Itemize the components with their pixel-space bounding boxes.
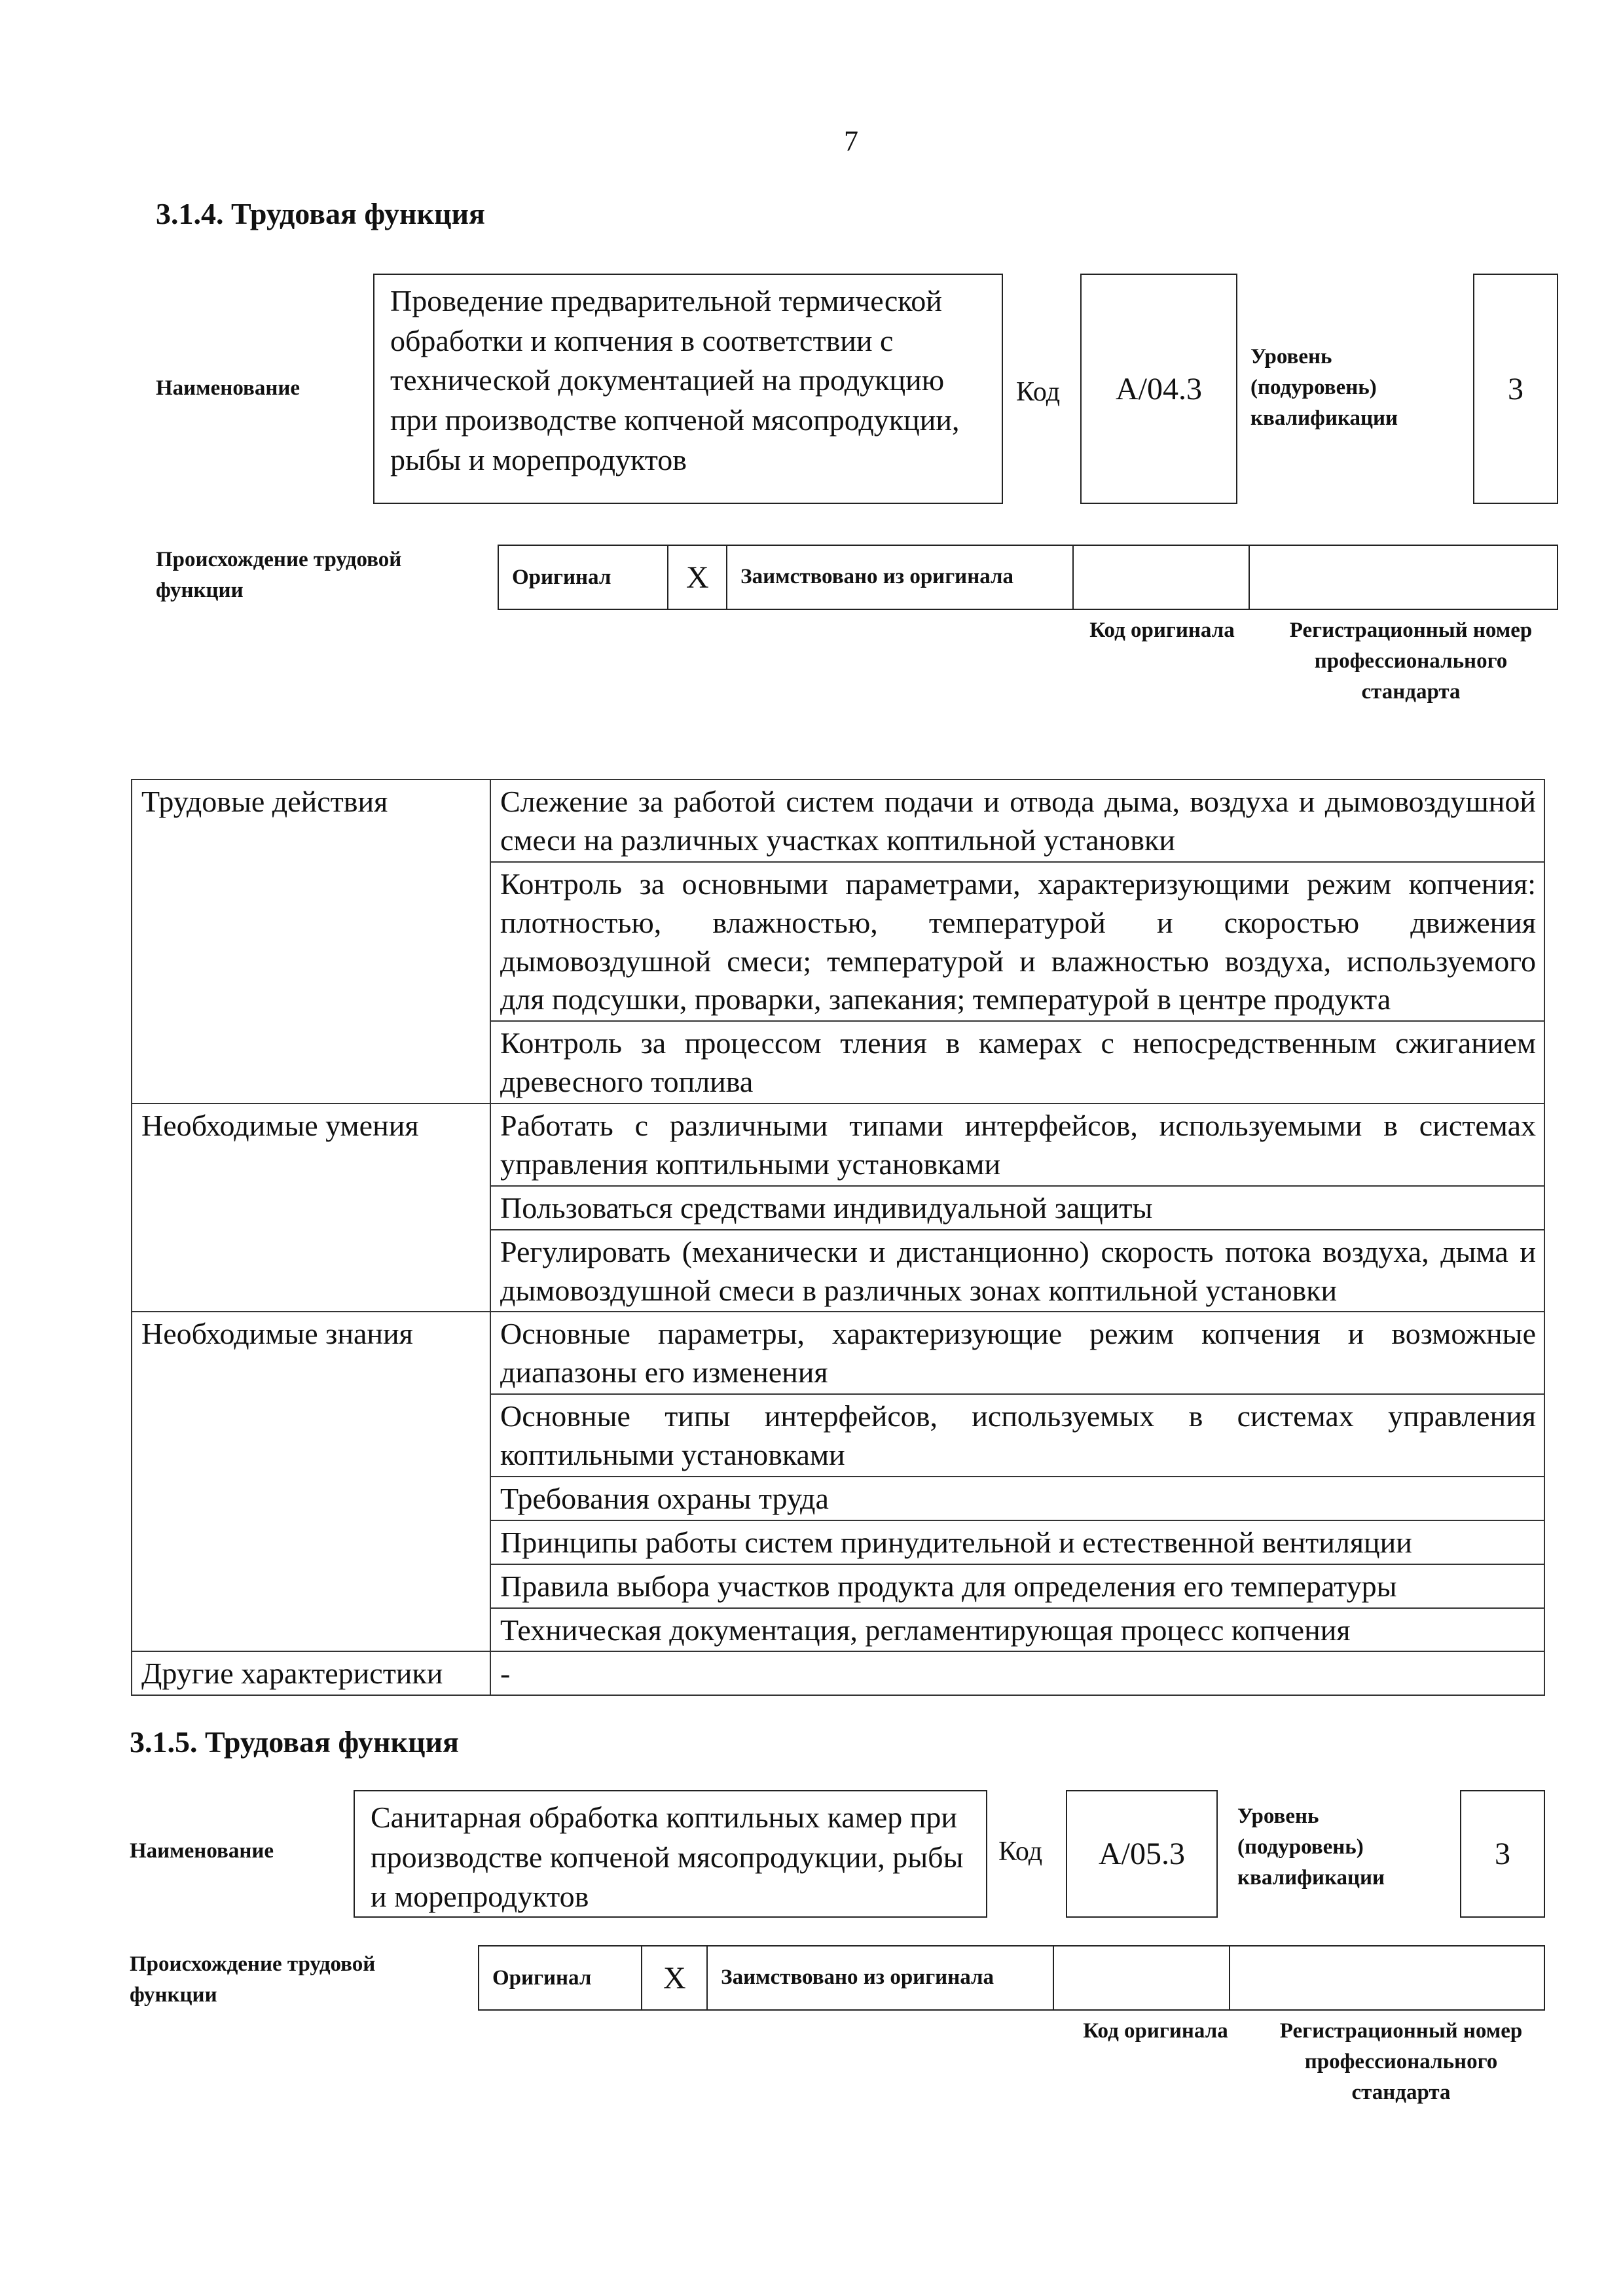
origin-code-cell: [1074, 546, 1250, 609]
labor-action-item: Контроль за основными параметрами, характеризующими режим копчения: плотностью, влажностью, температурой и скоростью движения дымовоздушной смеси; температурой и влажностью воздуха, используемого для подсушки, проварки, запекания; температурой в центре продукта: [490, 862, 1544, 1022]
code-value-314: A/04.3: [1116, 371, 1202, 406]
function-details-table: [131, 779, 1545, 1696]
origin-label-315: Происхождение трудовой функции: [130, 1952, 376, 2007]
code-box-315: [1066, 1790, 1218, 1918]
origin-label-314: Происхождение трудовой функции: [156, 548, 402, 602]
function-name-text-315: Санитарная обработка коптильных камер при производстве копченой мясопродукции, рыбы и морепродуктов: [371, 1801, 964, 1914]
origin-mark-cell: [642, 1946, 708, 2009]
knowledge-item: Правила выбора участков продукта для определения его температуры: [490, 1564, 1544, 1608]
origin-code-cell: [1054, 1946, 1230, 2009]
page-number: 7: [844, 125, 858, 157]
code-label-314: Код: [1016, 377, 1061, 407]
origin-row-315: [478, 1945, 1545, 2011]
skill-item: Работать с различными типами интерфейсов, используемыми в системах управления коптильными установками: [490, 1103, 1544, 1186]
code-caption-314: Код оригинала: [1089, 619, 1235, 642]
origin-original-text: Оригинал: [512, 565, 611, 589]
level-value-315: 3: [1495, 1837, 1510, 1871]
origin-borrowed-text: Заимствовано из оригинала: [740, 565, 1014, 589]
table-row: [132, 1103, 1544, 1186]
labor-actions-label: Трудовые действия: [132, 780, 490, 1103]
table-row: [132, 1312, 1544, 1394]
code-value-315: A/05.3: [1099, 1837, 1185, 1871]
table-row: [132, 780, 1544, 862]
knowledge-item: Основные типы интерфейсов, используемых в системах управления коптильными установками: [490, 1394, 1544, 1477]
section-title-314: 3.1.4. Трудовая функция: [156, 197, 485, 230]
function-name-text-314: Проведение предварительной термической обработки и копчения в соответствии с технической документацией на продукцию при производстве копченой мясопродукции, рыбы и морепродуктов: [390, 284, 960, 476]
level-value-314: 3: [1508, 371, 1523, 406]
skill-item: Регулировать (механически и дистанционно) скорость потока воздуха, дыма и дымовоздушной смеси в различных зонах коптильной установки: [490, 1230, 1544, 1312]
table-row: [132, 1651, 1544, 1695]
level-label-314: Уровень (подуровень) квалификации: [1250, 345, 1398, 430]
knowledge-item: Требования охраны труда: [490, 1477, 1544, 1520]
level-box-314: [1473, 274, 1558, 504]
labor-action-item: Контроль за процессом тления в камерах с непосредственным сжиганием древесного топлива: [490, 1021, 1544, 1103]
code-label-315: Код: [998, 1837, 1043, 1867]
origin-mark-cell: [668, 546, 727, 609]
labor-action-item: Слежение за работой систем подачи и отвода дыма, воздуха и дымовоздушной смеси на различных участках коптильной установки: [490, 780, 1544, 862]
origin-row-314: [498, 545, 1558, 610]
origin-mark: X: [685, 560, 709, 595]
skill-item: Пользоваться средствами индивидуальной защиты: [490, 1186, 1544, 1230]
knowledge-item: Принципы работы систем принудительной и естественной вентиляции: [490, 1520, 1544, 1564]
knowledge-item: Техническая документация, регламентирующая процесс копчения: [490, 1608, 1544, 1652]
function-name-box-315: [354, 1790, 987, 1918]
origin-reg-cell: [1250, 546, 1557, 609]
origin-original-text: Оригинал: [492, 1965, 592, 1990]
function-name-box-314: [373, 274, 1003, 504]
origin-original-cell: [499, 546, 668, 609]
origin-borrowed-cell: [727, 546, 1074, 609]
knowledge-label: Необходимые знания: [132, 1312, 490, 1651]
knowledge-item: Основные параметры, характеризующие режим копчения и возможные диапазоны его изменения: [490, 1312, 1544, 1394]
origin-borrowed-cell: [708, 1946, 1054, 2009]
level-box-315: [1460, 1790, 1545, 1918]
skills-label: Необходимые умения: [132, 1103, 490, 1312]
code-box-314: [1080, 274, 1237, 504]
section-title-315: 3.1.5. Трудовая функция: [130, 1725, 459, 1759]
origin-reg-cell: [1230, 1946, 1544, 2009]
code-caption-315: Код оригинала: [1083, 2019, 1228, 2043]
reg-caption-314: Регистрационный номер профессионального стандарта: [1289, 619, 1533, 704]
origin-mark: X: [663, 1960, 686, 1996]
reg-caption-315: Регистрационный номер профессионального стандарта: [1279, 2019, 1523, 2104]
origin-borrowed-text: Заимствовано из оригинала: [721, 1965, 994, 1990]
name-label-315: Наименование: [130, 1839, 274, 1863]
origin-original-cell: [479, 1946, 642, 2009]
level-label-315: Уровень (подуровень) квалификации: [1237, 1804, 1385, 1890]
name-label-314: Наименование: [156, 376, 300, 400]
other-characteristics-label: Другие характеристики: [132, 1651, 490, 1695]
other-characteristics-value: -: [490, 1651, 1544, 1695]
